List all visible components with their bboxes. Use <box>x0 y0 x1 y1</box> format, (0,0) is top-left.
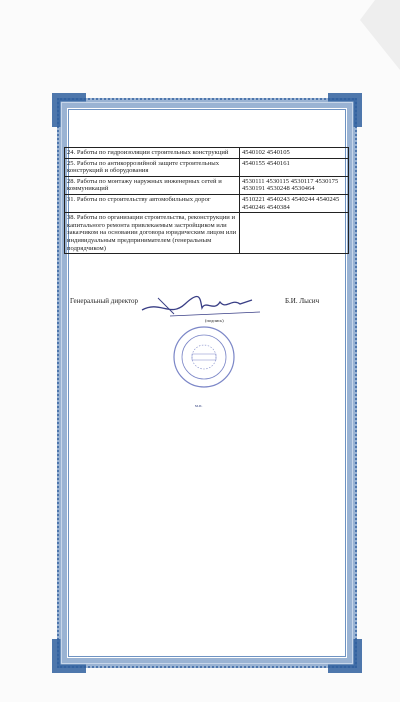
table-row <box>65 213 349 254</box>
signer-position: Генеральный директор <box>70 297 138 305</box>
signature-caption: (подпись) <box>205 318 224 323</box>
table-row <box>65 176 349 194</box>
seal-mark-label: м.п. <box>195 403 203 408</box>
work-cell: 38. Работы по организации строительства, реконструкции и капитального ремонта привлекаемым застройщиком или заказчиком на основании договора юридическим лицом или индивидуальным предпринимателем (генеральным подрядчиком) <box>65 213 240 254</box>
official-seal-stamp <box>172 325 236 389</box>
handwritten-signature <box>140 290 270 320</box>
works-table <box>64 147 349 254</box>
table-row <box>65 158 349 176</box>
work-cell: 28. Работы по монтажу наружных инженерных сетей и коммуникаций <box>65 176 240 194</box>
codes-cell: 4540155 4540161 <box>240 158 349 176</box>
work-cell: 25. Работы по антикоррозийной защите строительных конструкций и оборудования <box>65 158 240 176</box>
work-cell: 24. Работы по гидроизоляции строительных конструкций <box>65 148 240 159</box>
table-row <box>65 148 349 159</box>
page-fold-shadow <box>360 0 400 70</box>
signer-name: Б.И. Лысич <box>285 297 320 305</box>
codes-cell <box>240 213 349 254</box>
codes-cell: 4540102 4540105 <box>240 148 349 159</box>
codes-cell: 4510221 4540243 4540244 4540245 4540246 4540384 <box>240 194 349 212</box>
work-cell: 31. Работы по строительству автомобильных дорог <box>65 194 240 212</box>
table-row <box>65 194 349 212</box>
codes-cell: 4530111 4530115 4530117 4530175 4530191 4530248 4530464 <box>240 176 349 194</box>
